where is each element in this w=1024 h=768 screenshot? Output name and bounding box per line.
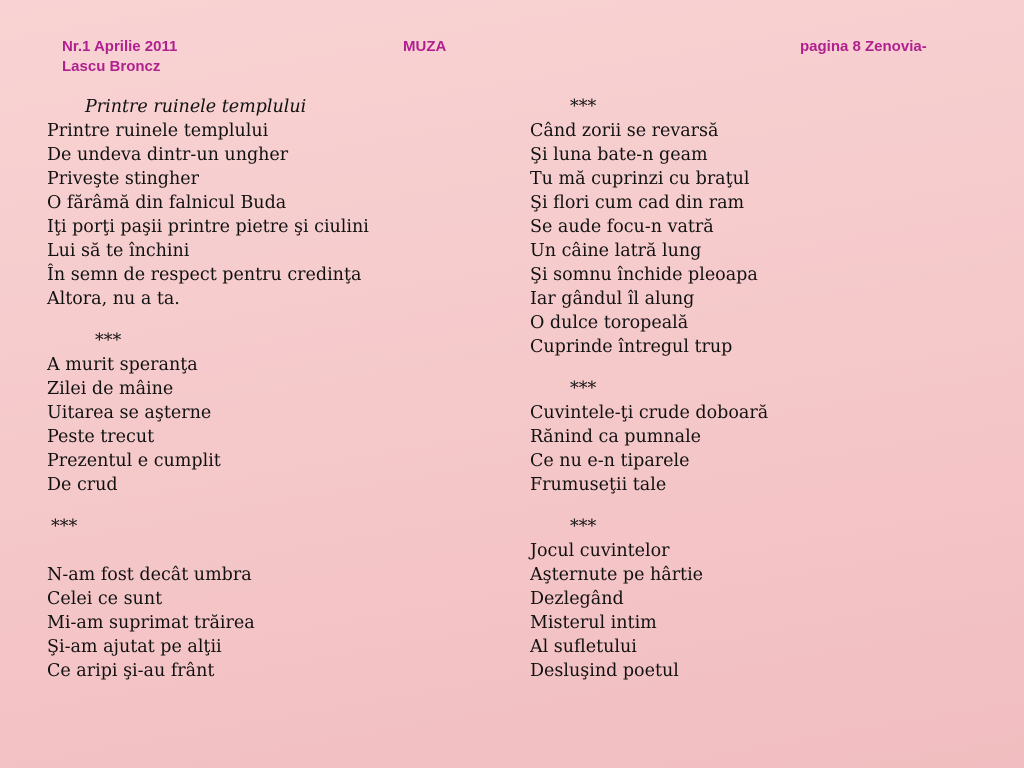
poem-title: Printre ruinele templului: [85, 97, 307, 117]
poem-line: A murit speranţa: [47, 355, 198, 375]
poem-line: Printre ruinele templului: [47, 121, 269, 141]
poem-line: Când zorii se revarsă: [530, 121, 719, 141]
poem-line: Frumuseţii tale: [530, 475, 667, 495]
poem-line: Iţi porţi paşii printre pietre şi ciulini: [47, 217, 369, 237]
poem-line: Tu mă cuprinzi cu braţul: [530, 169, 750, 189]
poem-line: Şi somnu închide pleoapa: [530, 265, 758, 285]
poem-line: Peste trecut: [47, 427, 155, 447]
poem-line: Celei ce sunt: [47, 589, 163, 609]
poem-separator: ***: [570, 379, 597, 399]
poem-line: O fărâmă din falnicul Buda: [47, 193, 287, 213]
page-author-label: pagina 8 Zenovia-: [800, 38, 927, 55]
poem-line: Uitarea se aşterne: [47, 403, 212, 423]
poem-line: Al sufletului: [530, 637, 637, 657]
poem-line: Misterul intim: [530, 613, 657, 633]
poem-line: Cuprinde întregul trup: [530, 337, 733, 357]
right-column: [530, 95, 768, 683]
poem-line: Şi-am ajutat pe alţii: [47, 637, 222, 657]
poem-line: Desluşind poetul: [530, 661, 679, 681]
poem-line: Un câine latră lung: [530, 241, 702, 261]
poem-line: O dulce toropeală: [530, 313, 689, 333]
poem-line: Ce nu e-n tiparele: [530, 451, 690, 471]
poem-line: Şi luna bate-n geam: [530, 145, 708, 165]
poem-line: Mi-am suprimat trăirea: [47, 613, 255, 633]
poem-separator: ***: [570, 517, 597, 537]
issue-label: Nr.1 Aprilie 2011: [62, 38, 178, 55]
poem-separator: ***: [95, 331, 122, 351]
poem-line: Dezlegând: [530, 589, 624, 609]
poem-separator: ***: [570, 97, 597, 117]
poem-separator: ***: [51, 517, 78, 537]
poem-line: Altora, nu a ta.: [47, 289, 180, 309]
poem-line: Prezentul e cumplit: [47, 451, 221, 471]
poem-line: Ce aripi şi-au frânt: [47, 661, 215, 681]
poem-line: În semn de respect pentru credinţa: [47, 265, 362, 285]
magazine-title: MUZA: [403, 38, 447, 55]
poem-line: De crud: [47, 475, 118, 495]
poem-line: De undeva dintr-un ungher: [47, 145, 289, 165]
poem-line: Lui să te închini: [47, 241, 190, 261]
poem-line: Iar gândul îl alung: [530, 289, 695, 309]
poem-line: Aşternute pe hârtie: [530, 565, 704, 585]
poem-line: Cuvintele-ţi crude doboară: [530, 403, 769, 423]
poem-line: Se aude focu-n vatră: [530, 217, 714, 237]
poem-line: N-am fost decât umbra: [47, 565, 252, 585]
poem-line: Jocul cuvintelor: [530, 541, 670, 561]
poem-line: Rănind ca pumnale: [530, 427, 702, 447]
left-column: [47, 95, 369, 683]
poem-line: Zilei de mâine: [47, 379, 174, 399]
poem-line: Şi flori cum cad din ram: [530, 193, 745, 213]
page-author-label-cont: Lascu Broncz: [62, 58, 161, 75]
poem-line: Priveşte stingher: [47, 169, 199, 189]
